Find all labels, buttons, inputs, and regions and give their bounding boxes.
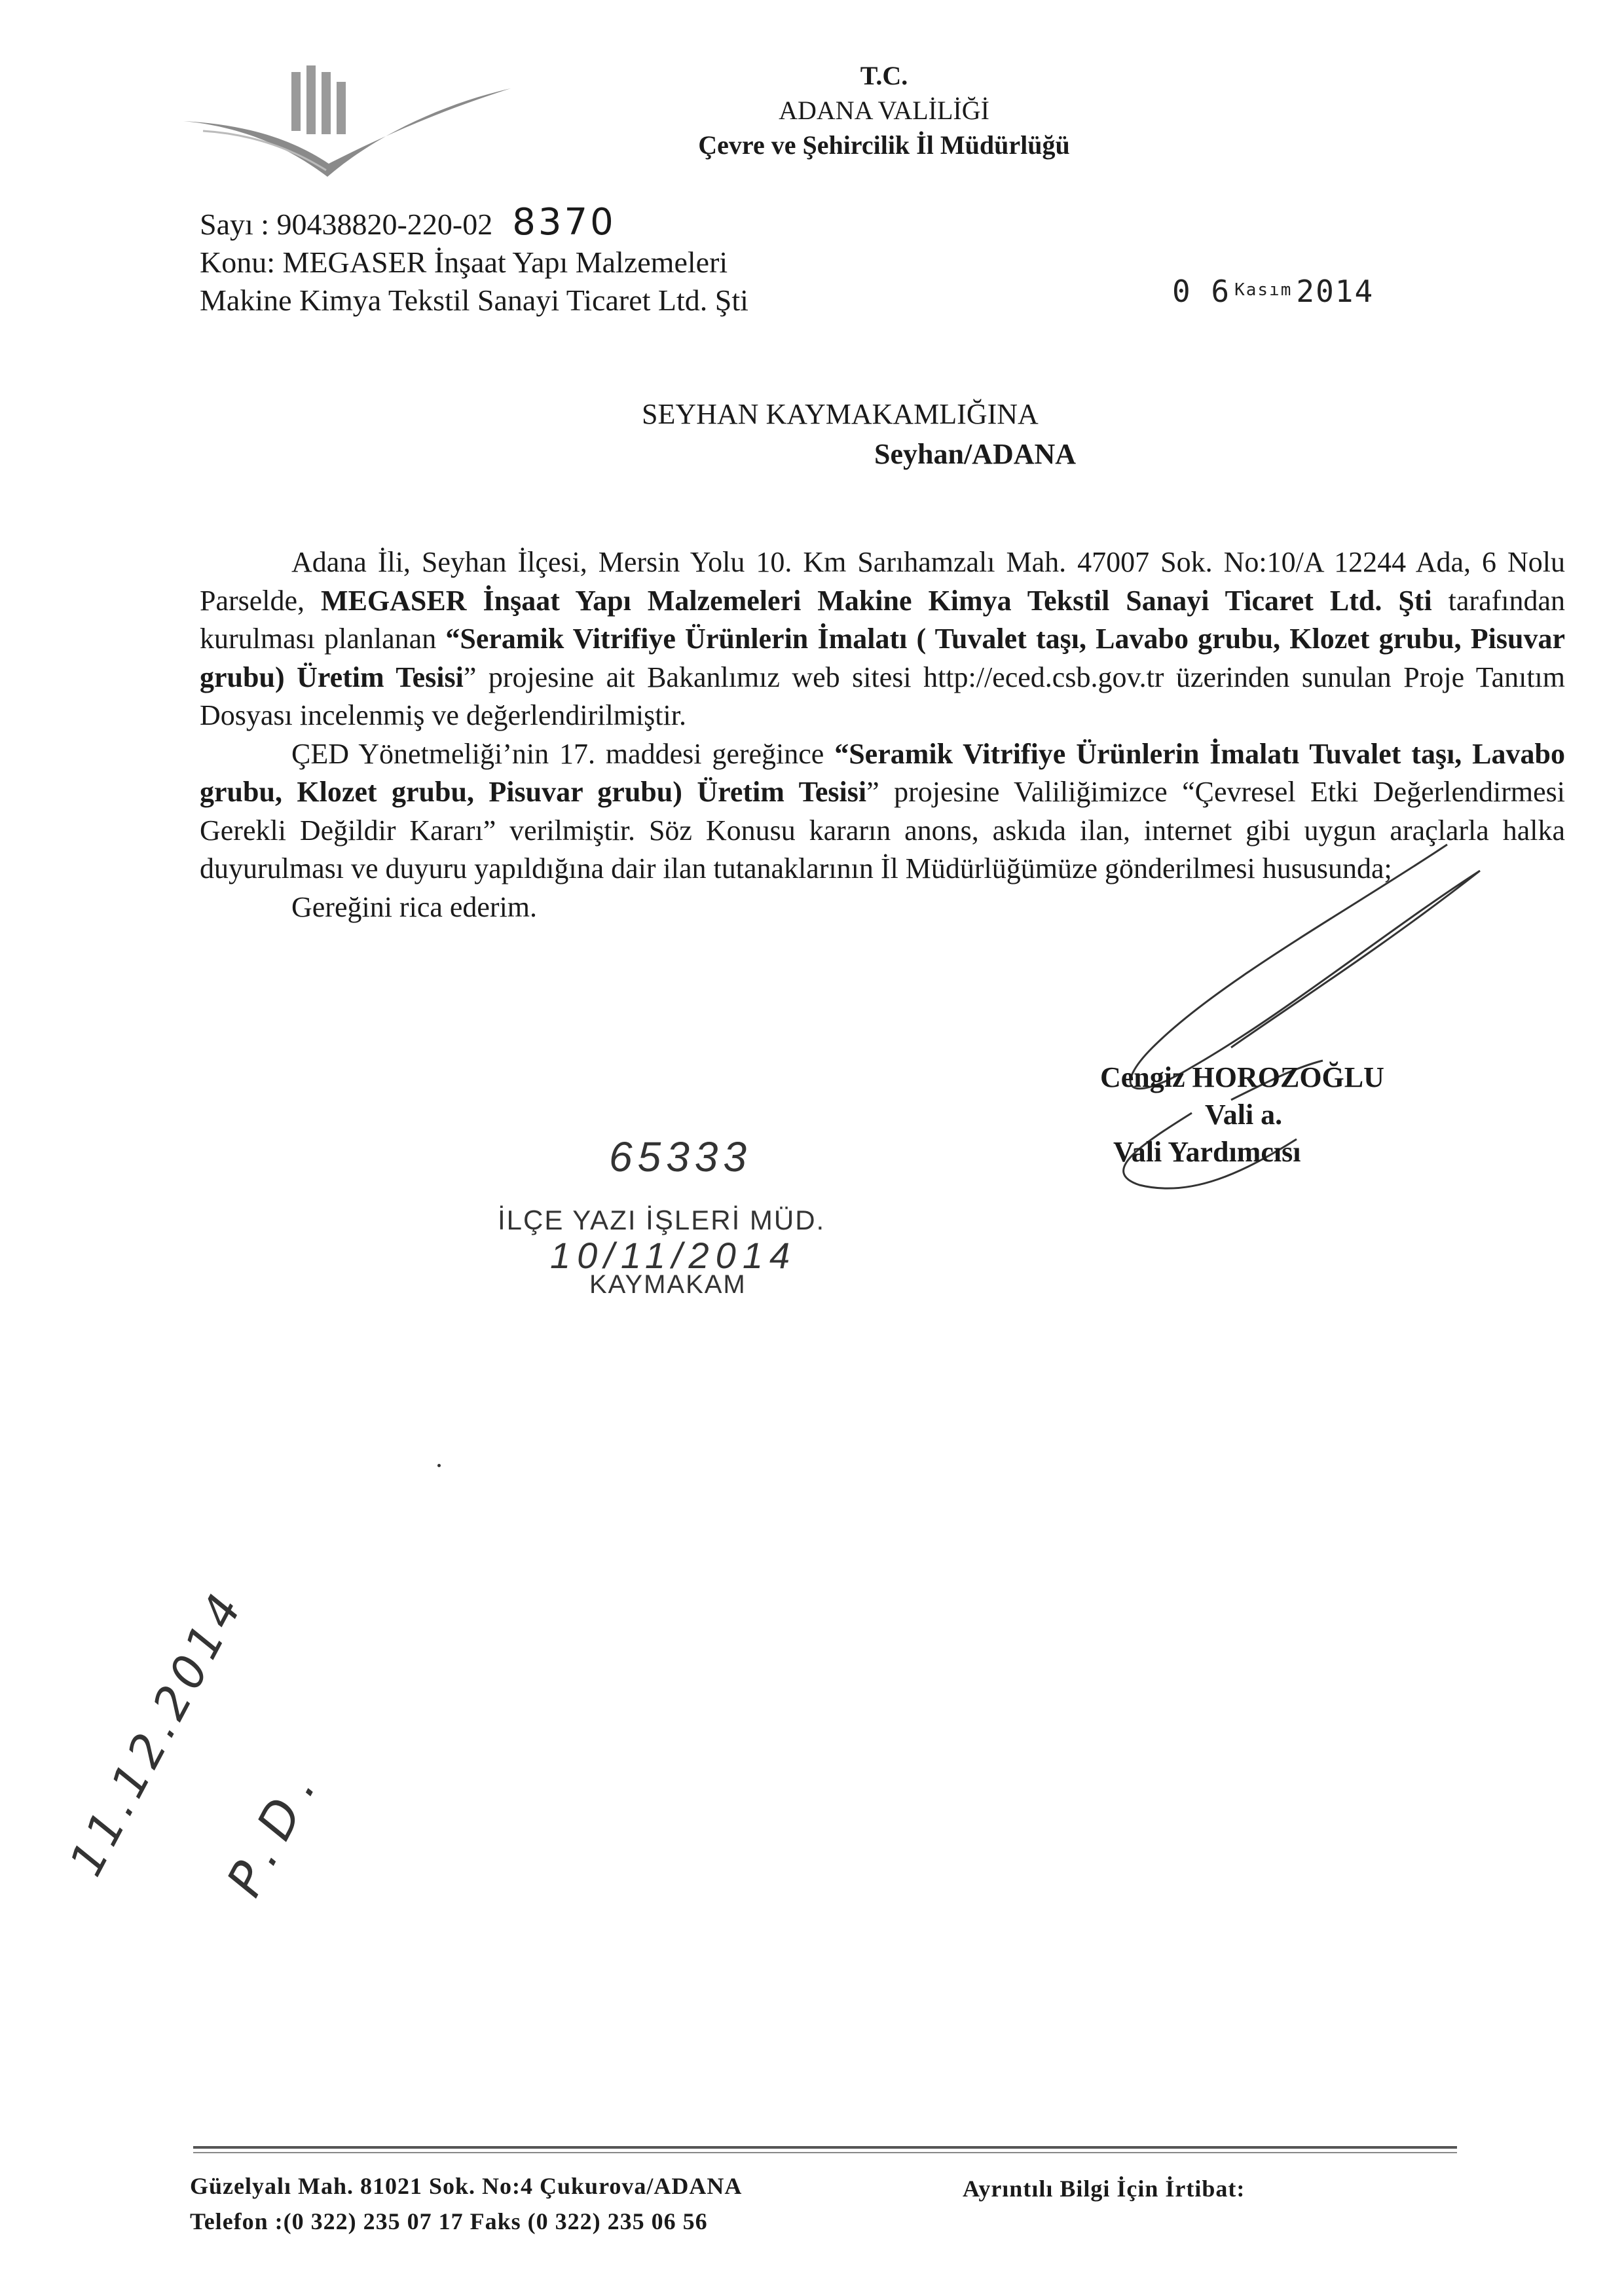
footer-rule-thin [193,2152,1457,2153]
date-stamp [1172,274,1374,309]
header-mudurluk: Çevre ve Şehircilik İl Müdürlüğü [698,130,1070,160]
sayi-handwritten: 8370 [512,201,616,244]
p2-text-b: ” projesine Valiliğimizce “Çevresel Etki Değerlendirmesi Gerekli Değildir Kararı” verilmiştir. Söz Konusu kararın anons, askıda ilan, internet gibi uygun araçlarla halka duyurulması ve duyuru yapıldığına dair ilan tutanaklarının İl Müdürlüğümüze gönderilmesi hususunda; [200,776,1565,884]
stamp-kaymakam: KAYMAKAM [589,1270,747,1299]
footer-info: Ayrıntılı Bilgi İçin İrtibat: [963,2176,1246,2202]
ink-dot [437,1464,441,1467]
margin-note-date: 11.12.2014 [59,1581,255,1885]
konu-line-2: Makine Kimya Tekstil Sanayi Ticaret Ltd. Şti [200,283,748,317]
paragraph-1 [200,543,1565,735]
footer-rule [193,2146,1457,2149]
footer-phone: Telefon :(0 322) 235 07 17 Faks (0 322) 235 06 56 [190,2208,708,2234]
stamp-number: 65333 [609,1133,752,1180]
stamp-office: İLÇE YAZI İŞLERİ MÜD. [498,1205,826,1235]
date-day: 0 6 [1172,274,1231,309]
sayi-text: Sayı : 90438820-220-02 [200,208,493,241]
incoming-stamp [485,1133,904,1329]
p1-text-b: tarafından kurulması planlanan [200,584,1565,655]
date-month: Kasım [1234,280,1293,300]
p1-text-a: Adana İli, Seyhan İlçesi, Mersin Yolu 10. Km Sarıhamzalı Mah. 47007 Sok. No:10/A 12244 Ada, 6 Nolu Parselde, [200,546,1565,617]
ministry-logo [177,59,517,190]
header-tc: T.C. [860,61,908,90]
footer-address: Güzelyalı Mah. 81021 Sok. No:4 Çukurova/ADANA [190,2173,743,2199]
paragraph-3: Gereğini rica ederim. [291,890,538,923]
konu-line-1: Konu: MEGASER İnşaat Yapı Malzemeleri [200,246,728,279]
p1-company: MEGASER İnşaat Yapı Malzemeleri Makine Kimya Tekstil Sanayi Ticaret Ltd. Şti [321,584,1432,617]
header-valilik: ADANA VALİLİĞİ [779,96,989,125]
p2-project: “Seramik Vitrifiye Ürünlerin İmalatı Tuvalet taşı, Lavabo grubu, Klozet grubu, Pisuvar grubu) Üretim Tesisi [200,737,1565,808]
signatory-title-1: Vali a. [1205,1099,1283,1131]
signatory-title-2: Vali Yardımcısı [1113,1136,1301,1168]
addressee-title: SEYHAN KAYMAKAMLIĞINA [642,398,1039,430]
margin-note-initials: P.D. [216,1753,333,1906]
sayi-line [200,200,616,246]
addressee-city: Seyhan/ADANA [874,438,1077,470]
date-year: 2014 [1296,274,1375,309]
p2-text-a: ÇED Yönetmeliği’nin 17. maddesi gereğince [291,737,835,770]
p1-project: “Seramik Vitrifiye Ürünlerin İmalatı ( Tuvalet taşı, Lavabo grubu, Klozet grubu, Pisuvar grubu) Üretim Tesisi [200,623,1566,693]
signatory-name: Cengiz HOROZOĞLU [1100,1061,1384,1093]
stamp-date: 10/11/2014 [550,1235,797,1276]
p1-text-c: ” projesine ait Bakanlımız web sitesi http://eced.csb.gov.tr üzerinden sunulan Proje Tanıtım Dosyası incelenmiş ve değerlendirilmiştir. [200,661,1566,731]
